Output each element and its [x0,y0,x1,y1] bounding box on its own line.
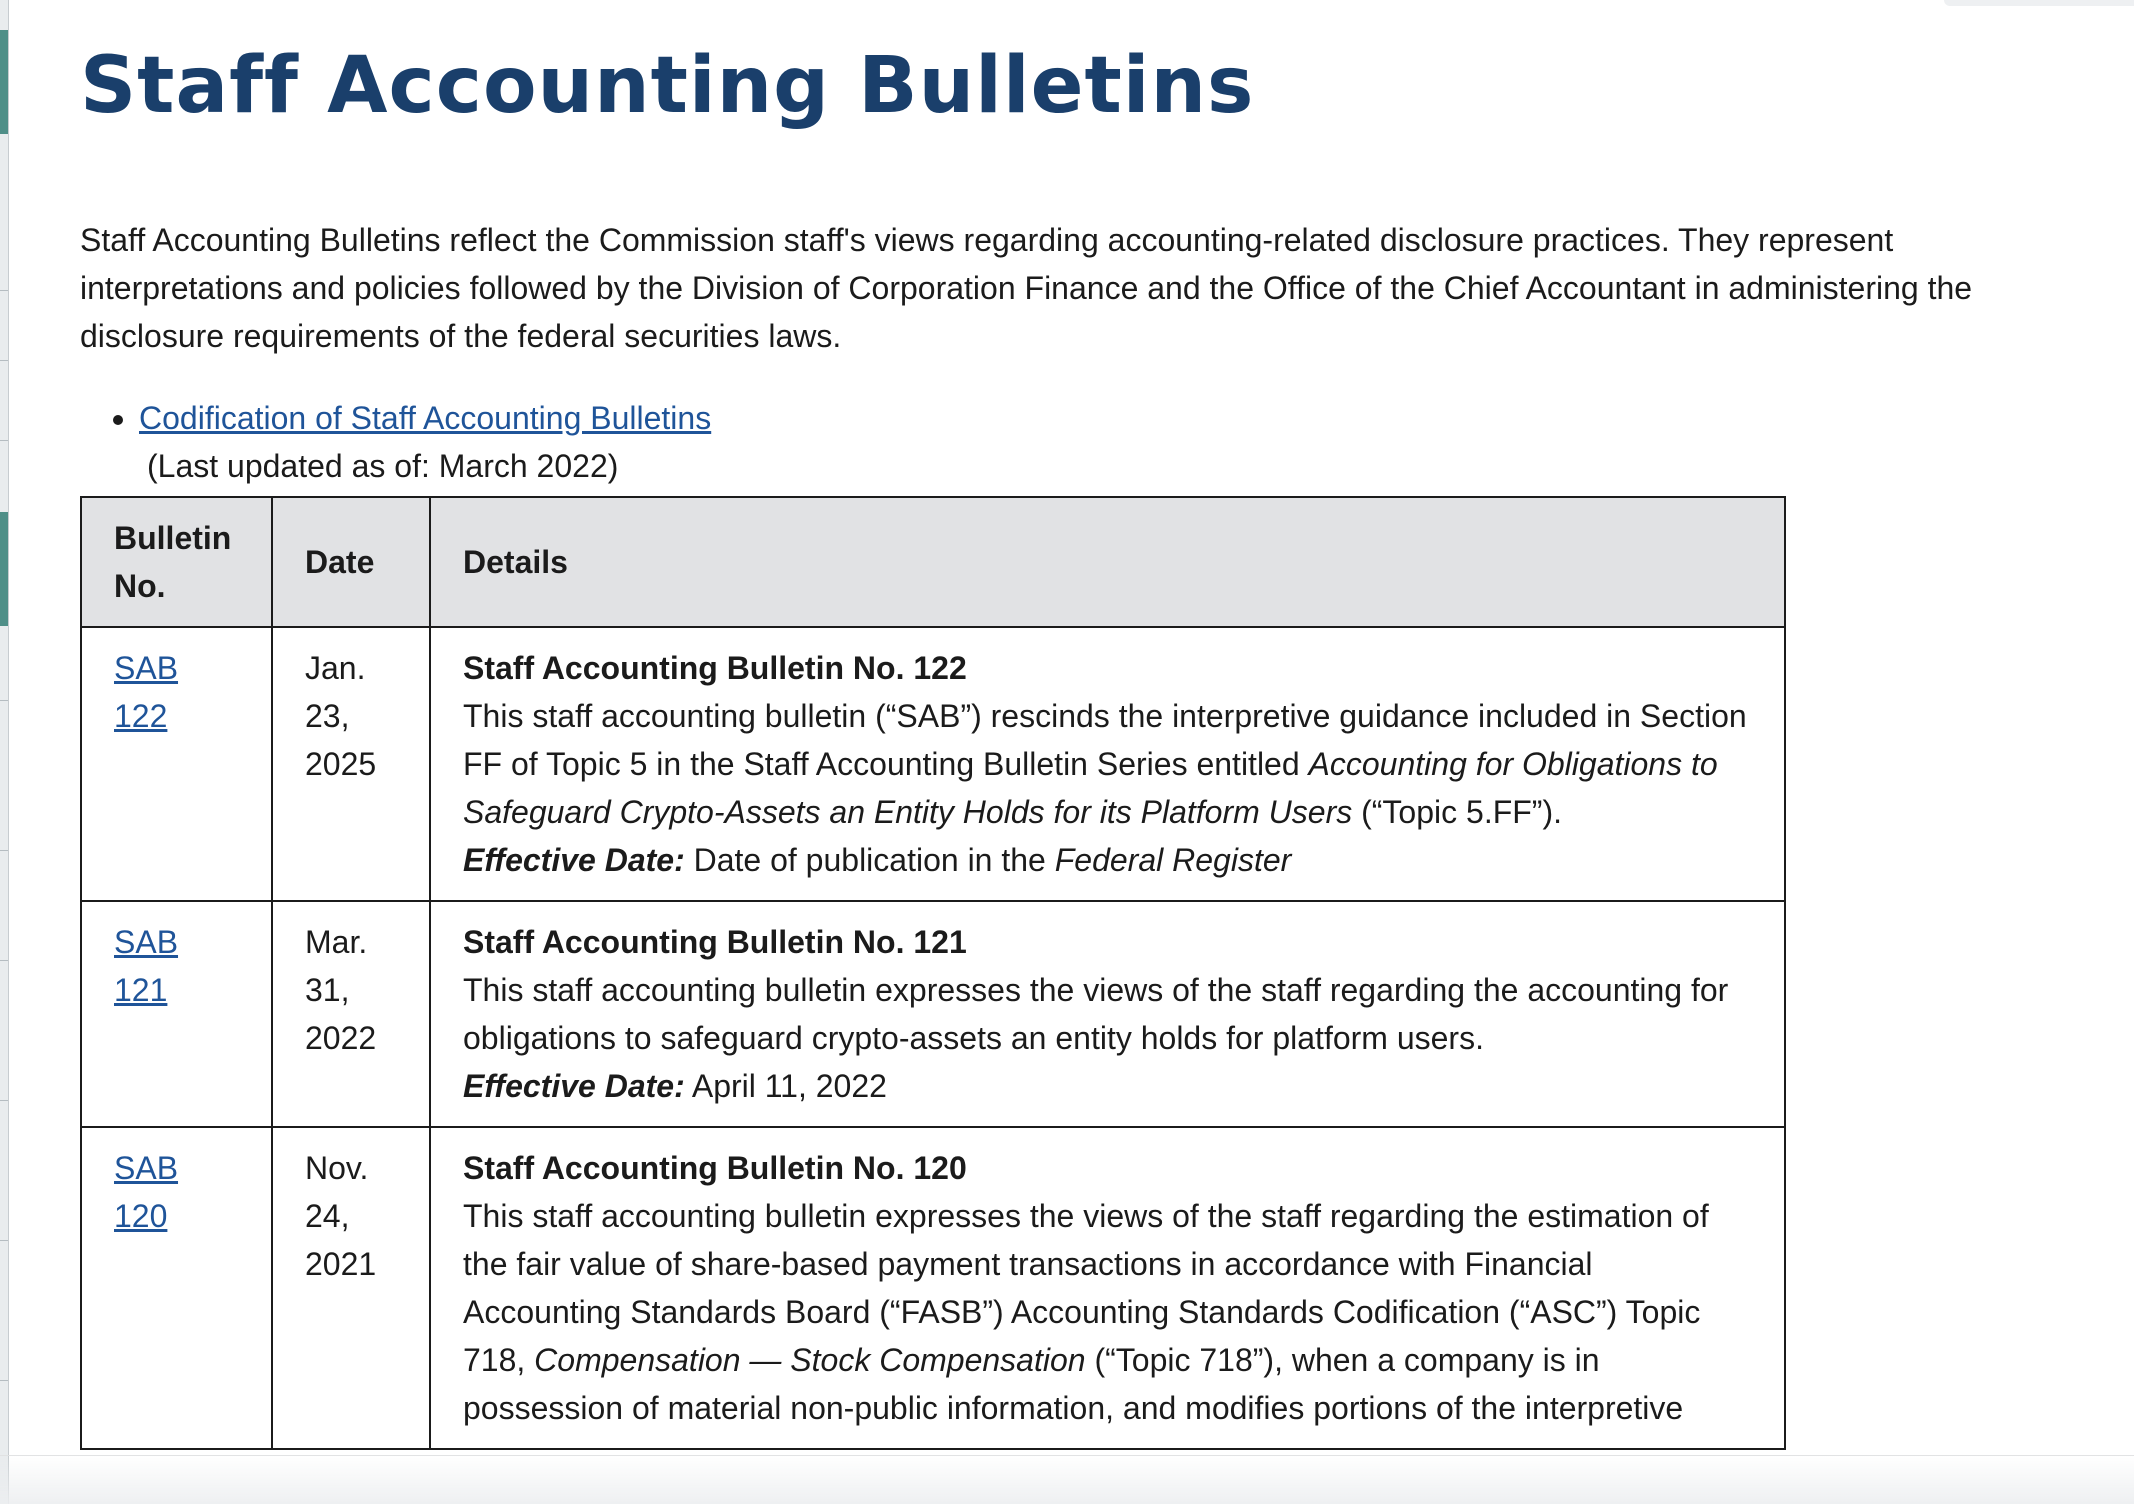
bulletin-description: This staff accounting bulletin expresses the views of the staff regarding the accounting for obligations to safeguard crypto-assets an entity holds for platform users. [463,972,1729,1056]
details-cell [430,1127,1785,1449]
effective-date-value: April 11, 2022 [684,1068,887,1104]
top-right-tab-edge [1944,0,2134,6]
date-cell: Mar. 31, 2022 [272,901,430,1127]
bottom-scroll-fade [0,1455,2134,1504]
bulletin-description-italic: Compensation — Stock Compensation [534,1342,1086,1378]
rail-tick [0,1100,8,1101]
table-header-row [81,497,1785,627]
rail-tick [0,1240,8,1241]
bulletin-title: Staff Accounting Bulletin No. 120 [463,1150,967,1186]
main-content [80,30,2080,490]
bulletin-description: This staff accounting bulletin expresses the views of the staff regarding the estimation of the fair value of share-based payment transactions in accordance with Financial Accounting Standards Board (“FASB”) Accounting Standards Codification (“ASC”) Topic 718, [463,1198,1709,1378]
bulletin-description-end: (“Topic 718”), when a company is in possession of material non-public information, and modifies portions of the interpretive [463,1342,1684,1426]
rail-tick [0,850,8,851]
header-details: Details [430,497,1785,627]
resource-list [80,394,2080,490]
details-cell [430,627,1785,901]
effective-date-value: Date of publication in the [684,842,1055,878]
bulletin-description-end: (“Topic 5.FF”). [1352,794,1562,830]
rail-tick [0,440,8,441]
date-cell: Jan. 23, 2025 [272,627,430,901]
date-cell: Nov. 24, 2021 [272,1127,430,1449]
bulletins-table [80,496,1786,1450]
bulletin-title: Staff Accounting Bulletin No. 121 [463,924,967,960]
rail-highlight-mid [0,512,8,626]
rail-tick [0,360,8,361]
bulletin-cell [81,1127,272,1449]
table-row [81,1127,1785,1449]
left-rail [0,0,9,1504]
rail-tick [0,1380,8,1381]
effective-date-label: Effective Date: [463,842,685,878]
sab-121-link[interactable]: SAB 121 [114,924,179,1008]
table-row [81,627,1785,901]
bulletin-description-italic: Accounting for Obligations to Safeguard Crypto-Assets an Entity Holds for its Platform Users [463,746,1718,830]
details-cell [430,901,1785,1127]
page-title: Staff Accounting Bulletins [80,41,1255,131]
table-row [81,901,1785,1127]
bulletin-cell [81,901,272,1127]
codification-link[interactable]: Codification of Staff Accounting Bulletins [139,400,712,436]
intro-paragraph: Staff Accounting Bulletins reflect the Commission staff's views regarding accounting-related disclosure practices. They represent interpretations and policies followed by the Division of Corporation Finance and the Office of the Chief Accountant in administering the disclosure requirements of the federal securities laws. [80,222,1973,354]
rail-highlight-top [0,30,8,134]
rail-tick [0,960,8,961]
bulletin-description: This staff accounting bulletin (“SAB”) rescinds the interpretive guidance included in Section FF of Topic 5 in the Staff Accounting Bulletin Series entitled [463,698,1747,782]
bulletin-title: Staff Accounting Bulletin No. 122 [463,650,967,686]
list-item [139,394,2080,490]
bulletin-cell [81,627,272,901]
header-bulletin-no: Bulletin No. [81,497,272,627]
effective-date-italic: Federal Register [1054,842,1292,878]
sab-122-link[interactable]: SAB 122 [114,650,179,734]
effective-date-label: Effective Date: [463,1068,685,1104]
rail-tick [0,700,8,701]
last-updated-note: (Last updated as of: March 2022) [147,448,619,484]
sab-120-link[interactable]: SAB 120 [114,1150,179,1234]
header-date: Date [272,497,430,627]
rail-tick [0,290,8,291]
